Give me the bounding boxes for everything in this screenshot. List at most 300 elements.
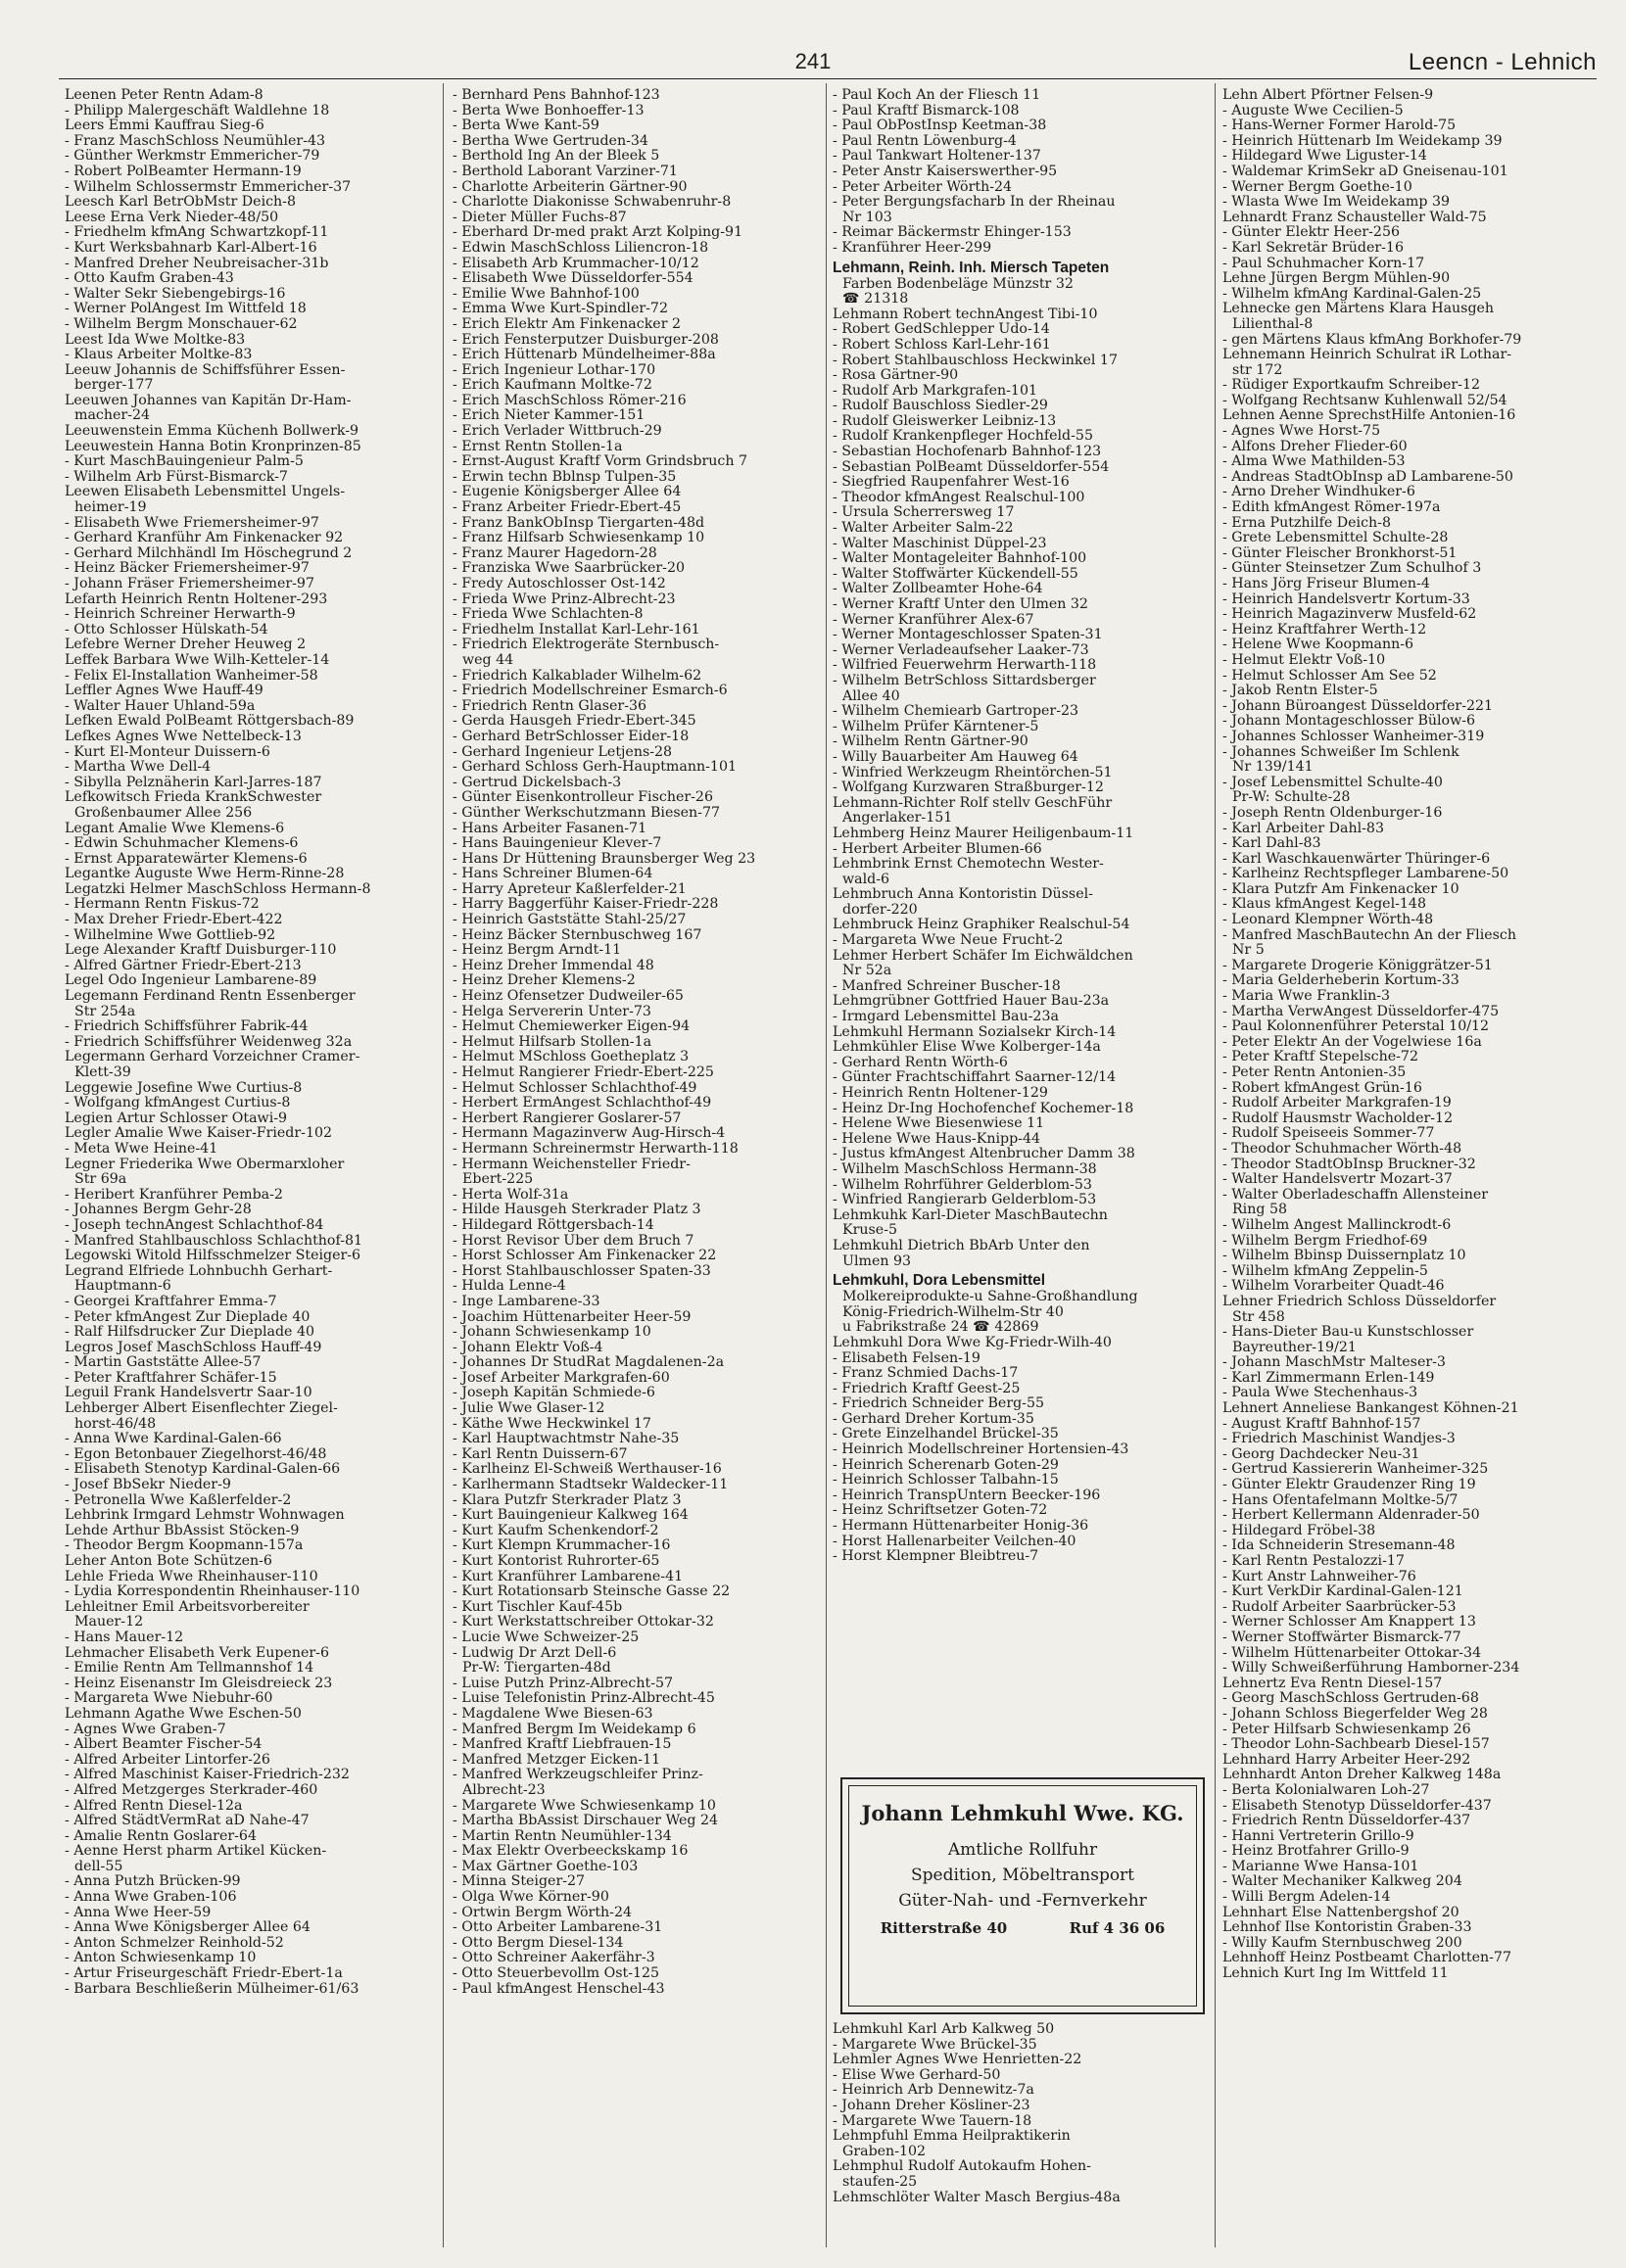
directory-entry: - Hans Arbeiter Fasanen-71 [453,821,647,836]
directory-entry: - Robert Schloss Karl-Lehr-161 [833,337,1051,353]
directory-entry: - Wilhelm Hüttenarbeiter Ottokar-34 [1222,1645,1482,1661]
directory-entry: - Aenne Herst pharm Artikel Kücken- [65,1844,327,1860]
directory-entry: - Johannes Bergm Gehr-28 [65,1203,252,1218]
directory-entry: - Günter Steinsetzer Zum Schulhof 3 [1222,561,1482,577]
directory-entry: - Kurt Kranführer Lambarene-41 [453,1569,684,1584]
directory-entry: - Maria Wwe Franklin-3 [1222,989,1391,1005]
directory-entry: Legantke Auguste Wwe Herm-Rinne-28 [65,867,345,882]
directory-entry: - Julie Wwe Glaser-12 [453,1401,605,1417]
column-4 [1222,88,1600,2243]
directory-entry: - Helmut MSchloss Goetheplatz 3 [453,1050,690,1065]
directory-entry: - Horst Revisor Über dem Bruch 7 [453,1233,694,1249]
directory-entry: - Elisabeth Felsen-19 [833,1350,980,1366]
directory-entry: u Fabrikstraße 24 ☎ 42869 [842,1320,1039,1336]
directory-entry: - Hermann Hüttenarbeiter Honig-36 [833,1519,1089,1535]
directory-entry: - Heinz Bergm Arndt-11 [453,943,622,959]
directory-entry: - Hans Ofentafelmann Moltke-5/7 [1222,1492,1459,1508]
directory-entry: - Peter kfmAngest Zur Dieplade 40 [65,1309,311,1325]
directory-entry: heimer-19 [74,500,147,516]
directory-entry: - Winfried Werkzeugm Rheintörchen-51 [833,765,1113,780]
directory-entry: - Alfred Maschinist Kaiser-Friedrich-232 [65,1768,350,1783]
directory-entry: - Rudolf Krankenpfleger Hochfeld-55 [833,429,1093,445]
directory-entry: - Rudolf Arbeiter Saarbrücker-53 [1222,1599,1457,1615]
directory-entry: - Dieter Müller Fuchs-87 [453,210,627,225]
directory-entry: - Helmut Schlosser Am See 52 [1222,668,1437,684]
directory-entry: Leffek Barbara Wwe Wilh-Ketteler-14 [65,652,330,668]
directory-entry: staufen-25 [842,2174,918,2190]
directory-entry: - Joseph Rentn Oldenburger-16 [1222,805,1443,821]
directory-entry: - Heinz Bäcker Friemersheimer-97 [65,561,310,577]
directory-entry: - Helga Servererin Unter-73 [453,1004,651,1019]
directory-entry: - Erich Fensterputzer Duisburger-208 [453,332,719,348]
directory-entry: - Peter Arbeiter Wörth-24 [833,179,1013,195]
directory-entry: - Franziska Wwe Saarbrücker-20 [453,561,686,577]
directory-entry: - Theodor Bergm Koopmann-157a [65,1538,304,1554]
directory-entry: - Heinrich Handelsvertr Kortum-33 [1222,591,1470,607]
directory-entry: - Otto Schreiner Aakerfähr-3 [453,1951,655,1966]
directory-entry: Leewen Elisabeth Lebensmittel Ungels- [65,485,346,500]
advertisement-title: Johann Lehmkuhl Wwe. KG. [861,1801,1184,1825]
directory-entry: Lehbrink Irmgard Lehmstr Wohnwagen [65,1508,345,1524]
directory-entry: - Otto Arbeiter Lambarene-31 [453,1920,663,1936]
directory-entry: - Werner Verladeaufseher Laaker-73 [833,642,1089,658]
directory-entry: - Rüdiger Exportkaufm Schreiber-12 [1222,378,1481,394]
directory-entry: ☎ 21318 [842,292,909,307]
directory-entry: - Auguste Wwe Cecilien-5 [1222,103,1404,118]
directory-entry: - Heinrich TranspUntern Beecker-196 [833,1488,1101,1503]
directory-entry: - Heinz Ofensetzer Dudweiler-65 [453,989,684,1005]
directory-entry: Ulmen 93 [842,1253,912,1269]
directory-entry: Lehmer Herbert Schäfer Im Eichwäldchen [833,948,1133,964]
directory-entry: - Sebastian Hochofenarb Bahnhof-123 [833,445,1102,460]
directory-entry: - Rudolf Hausmstr Wacholder-12 [1222,1110,1454,1126]
directory-entry: Lehleitner Emil Arbeitsvorbereiter [65,1599,310,1615]
directory-entry: - Günter Fleischer Bronkhorst-51 [1222,545,1458,561]
directory-entry: Legant Amalie Wwe Klemens-6 [65,821,285,836]
directory-entry: - Franz MaschSchloss Neumühler-43 [65,133,326,149]
directory-entry: Lehnemann Heinrich Schulrat iR Lothar- [1222,348,1512,363]
directory-entry: Lehmacher Elisabeth Verk Eupener-6 [65,1645,329,1661]
directory-entry: - August Kraftf Bahnhof-157 [1222,1416,1421,1432]
advertisement-inner [848,1785,1197,2007]
directory-entry: - Rudolf Arb Markgrafen-101 [833,383,1038,399]
column-1 [65,88,442,2243]
directory-entry: macher-24 [74,408,151,424]
directory-entry: Lehmbrink Ernst Chemotechn Wester- [833,857,1104,873]
directory-entry: - Ernst-August Kraftf Vorm Grindsbruch 7 [453,454,748,470]
directory-entry: Angerlaker-151 [842,811,953,827]
directory-entry: - Horst Klempner Bleibtreu-7 [833,1549,1039,1565]
directory-entry: - Karl Arbeiter Dahl-83 [1222,821,1384,836]
directory-entry: - Herbert ErmAngest Schlachthof-49 [453,1096,712,1111]
directory-entry: Legler Amalie Wwe Kaiser-Friedr-102 [65,1126,333,1142]
directory-entry: - Hans-Werner Former Harold-75 [1222,118,1457,134]
directory-entry: Leers Emmi Kauffrau Sieg-6 [65,118,264,134]
directory-entry: Lehnich Kurt Ing Im Wittfeld 11 [1222,1966,1449,1982]
directory-entry: - Paula Wwe Stechenhaus-3 [1222,1386,1418,1401]
directory-entry: - Manfred Kraftf Liebfrauen-15 [453,1737,672,1753]
directory-entry: - Werner PolAngest Im Wittfeld 18 [65,302,307,317]
directory-entry: - Herta Wolf-31a [453,1187,569,1203]
directory-entry: - Justus kfmAngest Altenbrucher Damm 38 [833,1147,1135,1162]
directory-entry: - Walter Montageleiter Bahnhof-100 [833,551,1087,567]
directory-entry: - Klaus Arbeiter Moltke-83 [65,348,253,363]
directory-entry: - Walter Hauer Uhland-59a [65,698,256,714]
directory-entry: - Hermann Weichensteller Friedr- [453,1157,691,1172]
column-2 [453,88,830,2243]
directory-entry: - Emilie Rentn Am Tellmannshof 14 [65,1661,314,1677]
directory-entry: - Peter Anstr Kaiserswerther-95 [833,164,1058,179]
directory-entry: Lege Alexander Kraftf Duisburger-110 [65,943,337,959]
directory-entry: Pr-W: Schulte-28 [1232,790,1351,806]
directory-entry: - Kurt Klempn Krummacher-16 [453,1538,671,1554]
directory-entry: - Karl Rentn Duissern-67 [453,1446,628,1462]
directory-entry: - Otto Schlosser Hülskath-54 [65,622,268,638]
directory-entry: - Franz Schmied Dachs-17 [833,1366,1019,1382]
directory-entry: - Friedrich Schiffsführer Weidenweg 32a [65,1034,353,1050]
directory-entry: - Berta Wwe Bonhoeffer-13 [453,103,645,118]
directory-entry: - Helmut Schlosser Schlachthof-49 [453,1080,697,1096]
directory-entry: - Otto Steuerbevollm Ost-125 [453,1966,660,1982]
directory-entry: - Wilhelmine Wwe Gottlieb-92 [65,927,276,943]
directory-entry: Lehmkuhl Dora Wwe Kg-Friedr-Wilh-40 [833,1335,1112,1350]
directory-entry: - Theodor kfmAngest Realschul-100 [833,490,1085,505]
directory-entry: - Berthold Laborant Varziner-71 [453,164,678,179]
directory-entry: - Harry Baggerführ Kaiser-Friedr-228 [453,897,719,913]
directory-entry: - Gertrud Dickelsbach-3 [453,775,622,790]
directory-entry: - Klaus kfmAngest Kegel-148 [1222,897,1426,913]
directory-entry: - Heinz Bäcker Sternbuschweg 167 [453,927,702,943]
directory-entry: Leggewie Josefine Wwe Curtius-8 [65,1080,303,1096]
directory-entry: - Josef BbSekr Nieder-9 [65,1478,231,1493]
directory-entry: - Peter Kraftf Stepelsche-72 [1222,1050,1418,1065]
directory-entry: - Johannes Dr StudRat Magdalenen-2a [453,1355,725,1371]
directory-entry: Großenbaumer Allee 256 [74,805,253,821]
directory-entry: - Margarete Wwe Tauern-18 [833,2113,1032,2129]
directory-entry: - Ursula Scherrersweg 17 [833,505,1015,521]
directory-entry: - Alfred Gärtner Friedr-Ebert-213 [65,958,302,973]
directory-entry: - Johann Schwiesenkamp 10 [453,1325,651,1341]
directory-entry: - Franz Hilfsarb Schwiesenkamp 10 [453,531,705,546]
directory-entry: - Peter Kraftfahrer Schäfer-15 [65,1370,277,1386]
directory-entry: Pr-W: Tiergarten-48d [462,1661,611,1677]
header-rule [59,78,1597,79]
directory-entry: - Philipp Malergeschäft Waldlehne 18 [65,103,330,118]
directory-entry: - Hans-Dieter Bau-u Kunstschlosser [1222,1325,1474,1341]
directory-entry: Lehmann, Reinh. Inh. Miersch Tapeten [833,259,1110,276]
directory-entry: - Emma Wwe Kurt-Spindler-72 [453,302,668,317]
directory-entry: - Wilhelm Bergm Friedhof-69 [1222,1233,1428,1249]
directory-entry: - Edith kfmAngest Römer-197a [1222,500,1441,516]
directory-entry: - Friedrich Schneider Berg-55 [833,1396,1045,1412]
directory-entry: dorfer-220 [842,902,918,918]
directory-entry: - Käthe Wwe Heckwinkel 17 [453,1416,651,1432]
directory-entry: Leher Anton Bote Schützen-6 [65,1554,272,1569]
directory-entry: - Erich Ingenieur Lothar-170 [453,362,656,378]
directory-entry: - Kurt El-Monteur Duissern-6 [65,744,270,760]
directory-entry: - Wilhelm Vorarbeiter Quadt-46 [1222,1279,1445,1295]
directory-entry: - Martha Wwe Dell-4 [65,760,212,776]
directory-entry: - Grete Lebensmittel Schulte-28 [1222,531,1449,546]
directory-entry: - Günther Werkschutzmann Biesen-77 [453,805,721,821]
directory-entry: - Herbert Rangierer Goslarer-57 [453,1110,682,1126]
directory-entry: - Berta Kolonialwaren Loh-27 [1222,1782,1430,1798]
directory-entry: - Wilhelm Schlossermstr Emmericher-37 [65,179,352,195]
directory-entry: - Friedrich Modellschreiner Esmarch-6 [453,684,728,699]
directory-entry: - Joachim Hüttenarbeiter Heer-59 [453,1309,692,1325]
directory-entry: - Friedrich Schiffsführer Fabrik-44 [65,1019,309,1035]
directory-entry: - Werner Montageschlosser Spaten-31 [833,628,1103,643]
directory-entry: - Karl Sekretär Brüder-16 [1222,240,1404,256]
directory-entry: Lehnhart Else Nattenbergshof 20 [1222,1905,1459,1920]
directory-entry: - Johann Dreher Kösliner-23 [833,2098,1030,2113]
directory-entry: - Walter Arbeiter Salm-22 [833,521,1014,537]
directory-entry: - Robert kfmAngest Grün-16 [1222,1080,1422,1096]
directory-entry: Lehle Frieda Wwe Rheinhauser-110 [65,1569,318,1584]
column-3 [833,88,1210,1768]
directory-entry: - Friedrich Rentn Düsseldorfer-437 [1222,1814,1471,1829]
directory-entry: - Manfred Metzger Eicken-11 [453,1752,661,1768]
directory-entry: - Rudolf Gleiswerker Leibniz-13 [833,413,1057,429]
directory-entry: - Frieda Wwe Prinz-Albrecht-23 [453,591,676,607]
directory-entry: Leeuwestein Hanna Botin Kronprinzen-85 [65,439,361,454]
column-divider [443,83,444,2247]
directory-entry: weg 44 [462,652,514,668]
directory-entry: - Peter Rentn Antonien-35 [1222,1065,1407,1080]
directory-entry: - Max Gärtner Goethe-103 [453,1859,639,1874]
directory-entry: - Heinz Dr-Ing Hochofenchef Kochemer-18 [833,1101,1134,1116]
directory-entry: - Willy Bauarbeiter Am Hauweg 64 [833,749,1078,765]
directory-entry: - Ida Schneiderin Stresemann-48 [1222,1538,1456,1554]
directory-entry: Lehmkuhl Karl Arb Kalkweg 50 [833,2022,1055,2037]
directory-entry: - Berta Wwe Kant-59 [453,118,599,134]
directory-entry: - Edwin MaschSchloss Liliencron-18 [453,240,709,256]
directory-entry: Lehnecke gen Märtens Klara Hausgeh [1222,302,1495,317]
directory-entry: Leffler Agnes Wwe Hauff-49 [65,684,263,699]
directory-entry: - Friedrich Maschinist Wandjes-3 [1222,1432,1456,1447]
directory-entry: - Frieda Wwe Schlachten-8 [453,607,644,623]
directory-entry: - Amalie Rentn Goslarer-64 [65,1828,257,1844]
directory-entry: Lehmgrübner Gottfried Hauer Bau-23a [833,994,1110,1010]
directory-entry: Lehne Jürgen Bergm Mühlen-90 [1222,271,1451,287]
directory-entry: - Walter Stoffwärter Kückendell-55 [833,566,1078,582]
directory-entry: - Hilde Hausgeh Sterkrader Platz 3 [453,1203,701,1218]
directory-entry: Str 254a [74,1004,136,1019]
directory-entry: - Margareta Wwe Neue Frucht-2 [833,933,1064,949]
directory-entry: - Gerhard Rentn Wörth-6 [833,1055,1008,1070]
directory-entry: - Hulda Lenne-4 [453,1279,566,1295]
directory-entry: - Inge Lambarene-33 [453,1294,600,1309]
directory-entry: König-Friedrich-Wilhelm-Str 40 [842,1304,1064,1320]
directory-entry: Lehnhard Harry Arbeiter Heer-292 [1222,1752,1471,1768]
directory-entry: Lehmphul Rudolf Autokaufm Hohen- [833,2159,1091,2175]
directory-entry: - Peter Elektr An der Vogelwiese 16a [1222,1034,1482,1050]
directory-entry: - Wilhelm Chemiearb Gartroper-23 [833,704,1079,720]
directory-entry: - Margarete Wwe Brückel-35 [833,2037,1037,2053]
directory-entry: - Hermann Schreinermstr Herwarth-118 [453,1141,739,1157]
directory-entry: - Paul Tankwart Holtener-137 [833,149,1041,165]
directory-entry: Lehnen Aenne SprechstHilfe Antonien-16 [1222,408,1516,424]
directory-entry: - Friedhelm Installat Karl-Lehr-161 [453,622,700,638]
directory-entry: - Rosa Gärtner-90 [833,368,959,384]
directory-entry: - Walter Oberladeschaffn Allensteiner [1222,1187,1489,1203]
directory-entry: - Charlotte Diakonisse Schwabenruhr-8 [453,195,732,211]
directory-entry: Legatzki Helmer MaschSchloss Hermann-8 [65,881,371,897]
directory-entry: - Karl Hauptwachtmstr Nahe-35 [453,1432,680,1447]
directory-entry: - Eugenie Königsberger Allee 64 [453,485,682,500]
directory-entry: - Wolfgang Rechtsanw Kuhlenwall 52/54 [1222,393,1507,408]
directory-entry: - Elisabeth Stenotyp Kardinal-Galen-66 [65,1462,341,1478]
advertisement-phone: Ruf 4 36 06 [1069,1919,1166,1937]
directory-entry: - Emilie Wwe Bahnhof-100 [453,286,640,302]
directory-entry: - Ernst Rentn Stollen-1a [453,439,623,454]
directory-entry: - Manfred MaschBautechn An der Fliesch [1222,927,1516,943]
directory-entry: - Wlasta Wwe Im Weidekamp 39 [1222,195,1451,211]
directory-entry: wald-6 [842,872,890,887]
directory-entry: - Walter Handelsvertr Mozart-37 [1222,1172,1453,1188]
directory-entry: - Hans Jörg Friseur Blumen-4 [1222,577,1430,591]
directory-entry: - Friedrich Kraftf Geest-25 [833,1381,1021,1396]
advertisement-line: Spedition, Möbeltransport [910,1866,1135,1885]
directory-entry: - Winfried Rangierarb Gelderblom-53 [833,1193,1097,1208]
directory-entry: Lefkes Agnes Wwe Nettelbeck-13 [65,729,302,744]
directory-entry: - Ralf Hilfsdrucker Zur Dieplade 40 [65,1325,314,1341]
directory-entry: - Erich Nieter Kammer-151 [453,408,646,424]
directory-entry: Lehnardt Franz Schausteller Wald-75 [1222,210,1487,225]
directory-entry: - Erich Kaufmann Moltke-72 [453,378,652,394]
directory-entry: - Harry Apreteur Kaßlerfelder-21 [453,881,687,897]
advertisement-address: Ritterstraße 40 [880,1919,1008,1937]
directory-entry: - Robert Stahlbauschloss Heckwinkel 17 [833,353,1118,368]
directory-entry: Legermann Gerhard Vorzeichner Cramer- [65,1050,360,1065]
directory-entry: Lefebre Werner Dreher Heuweg 2 [65,638,307,653]
directory-entry: - Margareta Wwe Niebuhr-60 [65,1691,273,1707]
directory-entry: - Petronella Wwe Kaßlerfelder-2 [65,1492,292,1508]
directory-entry: - Berthold Ing An der Bleek 5 [453,149,660,165]
column-divider [1215,83,1216,2247]
directory-entry: Lehmkuhl Hermann Sozialsekr Kirch-14 [833,1024,1117,1040]
directory-entry: - Martha VerwAngest Düsseldorfer-475 [1222,1004,1500,1019]
directory-entry: - Heinrich Hüttenarb Im Weidekamp 39 [1222,133,1503,149]
directory-entry: - Johann Büroangest Düsseldorfer-221 [1222,698,1494,714]
directory-entry: Lehmkühler Elise Wwe Kolberger-14a [833,1040,1101,1056]
directory-entry: - Alma Wwe Mathilden-53 [1222,454,1406,470]
directory-entry: Nr 52a [842,964,892,979]
directory-entry: - Heinrich Magazinverw Musfeld-62 [1222,607,1477,623]
directory-entry: - Horst Stahlbauschlosser Spaten-33 [453,1263,711,1279]
directory-entry: - Irmgard Lebensmittel Bau-23a [833,1010,1059,1025]
directory-entry: - Reimar Bäckermstr Ehinger-153 [833,225,1072,241]
directory-entry: - Georg Dachdecker Neu-31 [1222,1446,1420,1462]
directory-entry: - Elisabeth Stenotyp Düsseldorfer-437 [1222,1798,1492,1814]
directory-entry: - Kurt Werkstattschreiber Ottokar-32 [453,1615,714,1630]
directory-entry: - Klara Putzfr Am Finkenacker 10 [1222,881,1459,897]
directory-entry: dell-55 [74,1859,123,1874]
directory-entry: - Elisabeth Wwe Friemersheimer-97 [65,515,319,531]
directory-entry: Legner Friederika Wwe Obermarxloher [65,1157,345,1172]
directory-entry: - Erich Verlader Wittbruch-29 [453,424,662,440]
directory-entry: - Gerhard Dreher Kortum-35 [833,1411,1034,1427]
directory-entry: Legel Odo Ingenieur Lambarene-89 [65,973,317,989]
directory-entry: - Klara Putzfr Sterkrader Platz 3 [453,1492,682,1508]
directory-entry: Mauer-12 [74,1615,144,1630]
directory-entry: Lehnertz Eva Rentn Diesel-157 [1222,1676,1443,1691]
directory-entry: - Karl Waschkauenwärter Thüringer-6 [1222,851,1491,867]
directory-entry: - Erna Putzhilfe Deich-8 [1222,515,1391,531]
directory-entry: - Kurt Anstr Lahnweiher-76 [1222,1569,1416,1584]
directory-entry: - Heinz Dreher Immendal 48 [453,958,654,973]
directory-entry: - Günter Elektr Heer-256 [1222,225,1401,241]
directory-entry: Lehmann Robert technAngest Tibi-10 [833,307,1098,322]
directory-entry: - Johann Elektr Voß-4 [453,1340,603,1355]
directory-entry: - Robert GedSchlepper Udo-14 [833,322,1050,338]
directory-entry: - Erwin techn Bblnsp Tulpen-35 [453,469,677,485]
directory-entry: Molkereiprodukte-u Sahne-Großhandlung [842,1290,1138,1305]
directory-entry: Legrand Elfriede Lohnbuchh Gerhart- [65,1263,333,1279]
directory-entry: - Otto Bergm Diesel-134 [453,1935,624,1951]
directory-entry: Lefkowitsch Frieda KrankSchwester [65,790,322,806]
directory-entry: Ring 58 [1232,1203,1288,1218]
directory-entry: - Erich MaschSchloss Römer-216 [453,393,687,408]
directory-entry: Klett-39 [74,1065,131,1080]
directory-entry: - Hans Mauer-12 [65,1630,184,1645]
directory-entry: Lehmann-Richter Rolf stellv GeschFühr [833,795,1113,811]
directory-entry: - Manfred Bergm Im Weidekamp 6 [453,1722,696,1737]
directory-entry: Farben Bodenbeläge Münzstr 32 [842,276,1074,292]
directory-entry: Hauptmann-6 [74,1279,171,1295]
directory-entry: - Anton Schwiesenkamp 10 [65,1951,257,1966]
directory-entry: - Gerhard Kranführ Am Finkenacker 92 [65,531,344,546]
directory-entry: - Martha BbAssist Dirschauer Weg 24 [453,1814,719,1829]
directory-entry: Lehmann Agathe Wwe Eschen-50 [65,1706,302,1722]
directory-entry: - Johannes Schlosser Wanheimer-319 [1222,729,1485,744]
advertisement-line: Güter-Nah- und -Fernverkehr [898,1891,1147,1911]
directory-entry: Graben-102 [842,2144,927,2159]
directory-entry: berger-177 [74,378,154,394]
directory-entry: - Otto Kaufm Graben-43 [65,271,234,287]
directory-entry: - Gerhard Ingenieur Letjens-28 [453,744,673,760]
directory-entry: - Herbert Arbeiter Blumen-66 [833,841,1042,857]
directory-entry: Legowski Witold Hilfsschmelzer Steiger-6 [65,1249,361,1264]
directory-entry: - Kurt Bauingenieur Kalkweg 164 [453,1508,689,1524]
directory-entry: Leguil Frank Handelsvertr Saar-10 [65,1386,312,1401]
directory-entry: - Johann MaschMstr Malteser-3 [1222,1355,1446,1371]
directory-entry: Lehn Albert Pförtner Felsen-9 [1222,88,1434,103]
directory-entry: - Horst Schlosser Am Finkenacker 22 [453,1249,717,1264]
directory-entry: - Bertha Wwe Gertruden-34 [453,133,648,149]
directory-entry: Leeuw Johannis de Schiffsführer Essen- [65,362,346,378]
directory-entry: - Elise Wwe Gerhard-50 [833,2067,1001,2083]
directory-entry: - Magdalene Wwe Biesen-63 [453,1706,653,1722]
directory-entry: - Hans Bauingenieur Klever-7 [453,836,662,852]
directory-entry: - Wilhelm MaschSchloss Hermann-38 [833,1161,1097,1177]
directory-entry: - Paul Rentn Löwenburg-4 [833,133,1017,149]
directory-entry: - Gerhard Milchhändl Im Höschegrund 2 [65,545,353,561]
directory-entry: Lehmler Agnes Wwe Henrietten-22 [833,2053,1082,2068]
directory-entry: - Ludwig Dr Arzt Dell-6 [453,1645,617,1661]
directory-entry: - Joseph Kapitän Schmiede-6 [453,1386,655,1401]
directory-entry: Leeuwen Johannes van Kapitän Dr-Ham- [65,393,352,408]
directory-entry: Lehmbruch Anna Kontoristin Düssel- [833,887,1093,903]
directory-entry: - Josef Arbeiter Markgrafen-60 [453,1370,670,1386]
directory-entry: - Wilhelm Rentn Gärtner-90 [833,734,1028,750]
directory-entry: - Grete Einzelhandel Brückel-35 [833,1427,1059,1442]
directory-entry: - Olga Wwe Körner-90 [453,1890,609,1906]
directory-entry: - Kurt Tischler Kauf-45b [453,1599,623,1615]
directory-entry: - Barbara Beschließerin Mülheimer-61/63 [65,1981,359,1997]
directory-entry: - Agnes Wwe Graben-7 [65,1722,226,1737]
directory-entry: Lehner Friedrich Schloss Düsseldorfer [1222,1294,1497,1309]
